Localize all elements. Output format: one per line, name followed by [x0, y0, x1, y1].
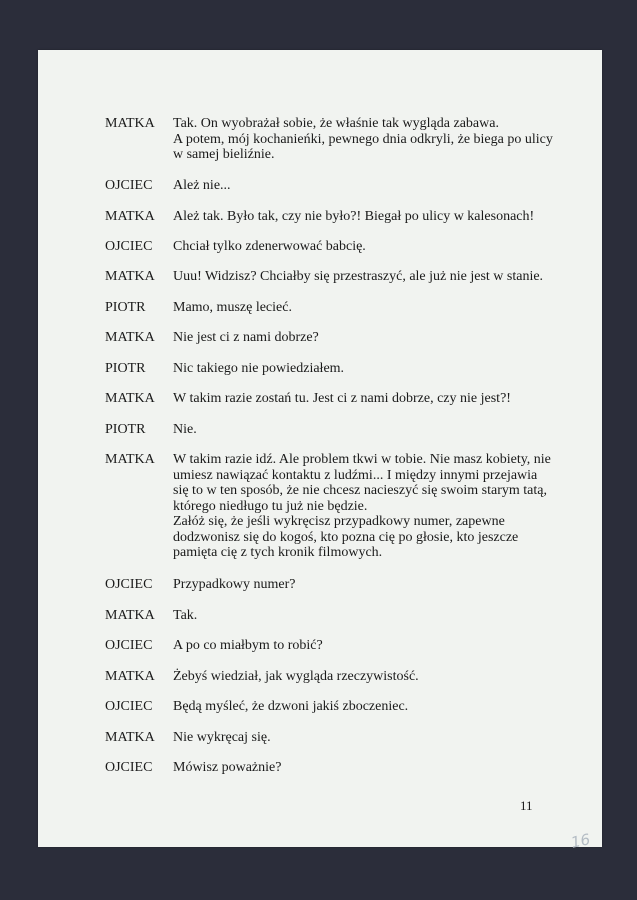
speech-text: [173, 239, 543, 255]
speech-line: dodzwonisz się do kogoś, kto pozna cię po głosie, kto jeszcze: [173, 529, 519, 545]
speech-text: [173, 178, 543, 194]
speech-line: Przypadkowy numer?: [173, 577, 296, 592]
speech-line: Nie jest ci z nami dobrze?: [173, 330, 319, 345]
speech-text: [173, 330, 543, 346]
speaker-name: OJCIEC: [105, 699, 153, 714]
speech-text: [173, 577, 543, 593]
speech-text: [173, 422, 543, 438]
speaker-name: PIOTR: [105, 300, 146, 315]
speech-line: Chciał tylko zdenerwować babcię.: [173, 239, 366, 254]
script-page: [38, 50, 602, 852]
speech-line: w samej bieliźnie.: [173, 147, 275, 162]
speech-text: [173, 608, 543, 624]
speaker-name: OJCIEC: [105, 577, 153, 592]
speech-line: W takim razie zostań tu. Jest ci z nami dobrze, czy nie jest?!: [173, 391, 511, 406]
speaker-name: OJCIEC: [105, 239, 153, 254]
speech-line: W takim razie idź. Ale problem tkwi w tobie. Nie masz kobiety, nie: [173, 452, 551, 467]
speaker-name: MATKA: [105, 116, 155, 131]
speech-line: się to w ten sposób, że nie chcesz nacieszyć się swoim starym tatą,: [173, 483, 547, 498]
speaker-name: MATKA: [105, 669, 155, 684]
speech-text: [173, 300, 543, 316]
speech-text: [173, 452, 551, 561]
speech-line: Tak. On wyobrażał sobie, że właśnie tak wygląda zabawa.: [173, 116, 499, 131]
speech-text: [173, 391, 543, 407]
speech-text: [173, 638, 543, 654]
speaker-name: PIOTR: [105, 422, 146, 437]
speech-line: Nie.: [173, 422, 197, 437]
speaker-name: OJCIEC: [105, 178, 153, 193]
speech-line: Nie wykręcaj się.: [173, 730, 271, 745]
speech-line: umiesz nawiązać kontaktu z ludźmi... I między innymi przejawia: [173, 467, 538, 483]
speech-line: Ależ nie...: [173, 178, 231, 193]
archive-pencil-mark: 16: [569, 830, 592, 852]
speech-line: Żebyś wiedział, jak wygląda rzeczywistość.: [173, 669, 419, 684]
speaker-name: MATKA: [105, 269, 155, 284]
speaker-name: PIOTR: [105, 361, 146, 376]
speaker-name: MATKA: [105, 452, 155, 467]
speech-line: Nic takiego nie powiedziałem.: [173, 361, 345, 376]
speech-line: Tak.: [173, 608, 198, 623]
speech-text: [173, 209, 543, 225]
speaker-name: MATKA: [105, 608, 155, 623]
speech-line: pamięta cię z tych kronik filmowych.: [173, 545, 383, 560]
page-number: 11: [520, 798, 533, 813]
speech-line: którego niedługo tu już nie będzie.: [173, 498, 368, 514]
speaker-name: MATKA: [105, 730, 155, 745]
speech-text: [173, 730, 543, 746]
speech-line: Załóż się, że jeśli wykręcisz przypadkowy numer, zapewne: [173, 514, 505, 529]
speech-line: Będą myśleć, że dzwoni jakiś zboczeniec.: [173, 699, 409, 714]
speaker-name: OJCIEC: [105, 760, 153, 775]
speech-text: [173, 760, 543, 776]
speaker-name: OJCIEC: [105, 638, 153, 653]
speaker-name: MATKA: [105, 391, 155, 406]
speaker-name: MATKA: [105, 330, 155, 345]
speech-line: Uuu! Widzisz? Chciałby się przestraszyć, ale już nie jest w stanie.: [173, 269, 544, 284]
speech-text: [173, 116, 553, 163]
speech-text: [173, 269, 543, 285]
speaker-name: MATKA: [105, 209, 155, 224]
speech-line: Ależ tak. Było tak, czy nie było?! Biegał po ulicy w kalesonach!: [173, 209, 535, 224]
speech-text: [173, 699, 543, 715]
speech-line: A po co miałbym to robić?: [173, 638, 323, 653]
speech-line: Mamo, muszę lecieć.: [173, 300, 292, 315]
speech-line: A potem, mój kochanieńki, pewnego dnia odkryli, że biega po ulicy: [173, 131, 553, 147]
speech-text: [173, 361, 543, 377]
speech-text: [173, 669, 543, 685]
speech-line: Mówisz poważnie?: [173, 760, 282, 775]
